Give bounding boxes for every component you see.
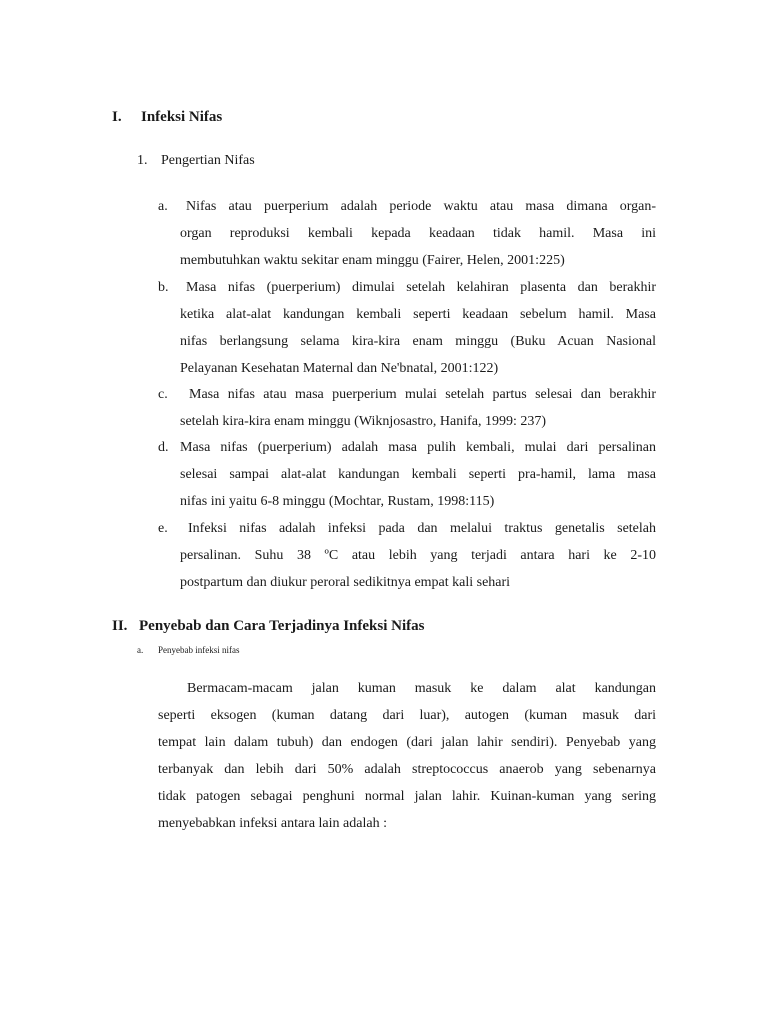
list-item-line: nifas berlangsung selama kira-kira enam minggu (Buku Acuan Nasional bbox=[180, 334, 656, 349]
list-item-line: persalinan. Suhu 38 ºC atau lebih yang terjadi antara hari ke 2-10 bbox=[180, 548, 656, 563]
list-item-letter: b. bbox=[158, 280, 169, 295]
paragraph-line: menyebabkan infeksi antara lain adalah : bbox=[158, 816, 387, 831]
subsection-title: Penyebab infeksi nifas bbox=[158, 645, 240, 655]
subsection-number: 1. bbox=[137, 153, 148, 168]
list-item-line: Nifas atau puerperium adalah periode waktu atau masa dimana organ- bbox=[186, 199, 656, 214]
paragraph-line: seperti eksogen (kuman datang dari luar), autogen (kuman masuk dari bbox=[158, 708, 656, 723]
list-item-letter: e. bbox=[158, 521, 168, 536]
list-item-letter: a. bbox=[158, 199, 168, 214]
list-item-line: postpartum dan diukur peroral sedikitnya empat kali sehari bbox=[180, 575, 511, 590]
paragraph-line: tidak patogen sebagai penghuni normal jalan lahir. Kuinan-kuman yang sering bbox=[158, 789, 656, 804]
list-item-line: Masa nifas (puerperium) adalah masa pulih kembali, mulai dari persalinan bbox=[180, 440, 656, 455]
subsection-letter: a. bbox=[137, 645, 144, 655]
list-item-line: selesai sampai alat-alat kandungan kembali seperti pra-hamil, lama masa bbox=[180, 467, 656, 482]
subsection-title: Pengertian Nifas bbox=[161, 153, 255, 168]
list-item-line: setelah kira-kira enam minggu (Wiknjosastro, Hanifa, 1999: 237) bbox=[180, 414, 547, 429]
list-item-line: nifas ini yaitu 6-8 minggu (Mochtar, Rustam, 1998:115) bbox=[180, 494, 495, 509]
paragraph-line: tempat lain dalam tubuh) dan endogen (dari jalan lahir sendiri). Penyebab yang bbox=[158, 735, 656, 750]
list-item-line: ketika alat-alat kandungan kembali seperti keadaan sebelum hamil. Masa bbox=[180, 307, 656, 322]
paragraph-line: Bermacam-macam jalan kuman masuk ke dalam alat kandungan bbox=[187, 681, 656, 696]
list-item-line: Pelayanan Kesehatan Maternal dan Ne'bnatal, 2001:122) bbox=[180, 361, 499, 376]
section-2-title: Penyebab dan Cara Terjadinya Infeksi Nifas bbox=[139, 618, 425, 634]
list-item-line: Infeksi nifas adalah infeksi pada dan melalui traktus genetalis setelah bbox=[188, 521, 656, 536]
list-item-line: Masa nifas (puerperium) dimulai setelah kelahiran plasenta dan berakhir bbox=[186, 280, 656, 295]
list-item-line: membutuhkan waktu sekitar enam minggu (Fairer, Helen, 2001:225) bbox=[180, 253, 565, 268]
list-item-line: organ reproduksi kembali kepada keadaan tidak hamil. Masa ini bbox=[180, 226, 656, 241]
section-1-numeral: I. bbox=[112, 109, 122, 125]
section-2-numeral: II. bbox=[112, 618, 128, 634]
list-item-letter: c. bbox=[158, 387, 168, 402]
list-item-letter: d. bbox=[158, 440, 169, 455]
list-item-line: Masa nifas atau masa puerperium mulai setelah partus selesai dan berakhir bbox=[189, 387, 656, 402]
paragraph-line: terbanyak dan lebih dari 50% adalah streptococcus anaerob yang sebenarnya bbox=[158, 762, 656, 777]
section-1-title: Infeksi Nifas bbox=[141, 109, 223, 125]
